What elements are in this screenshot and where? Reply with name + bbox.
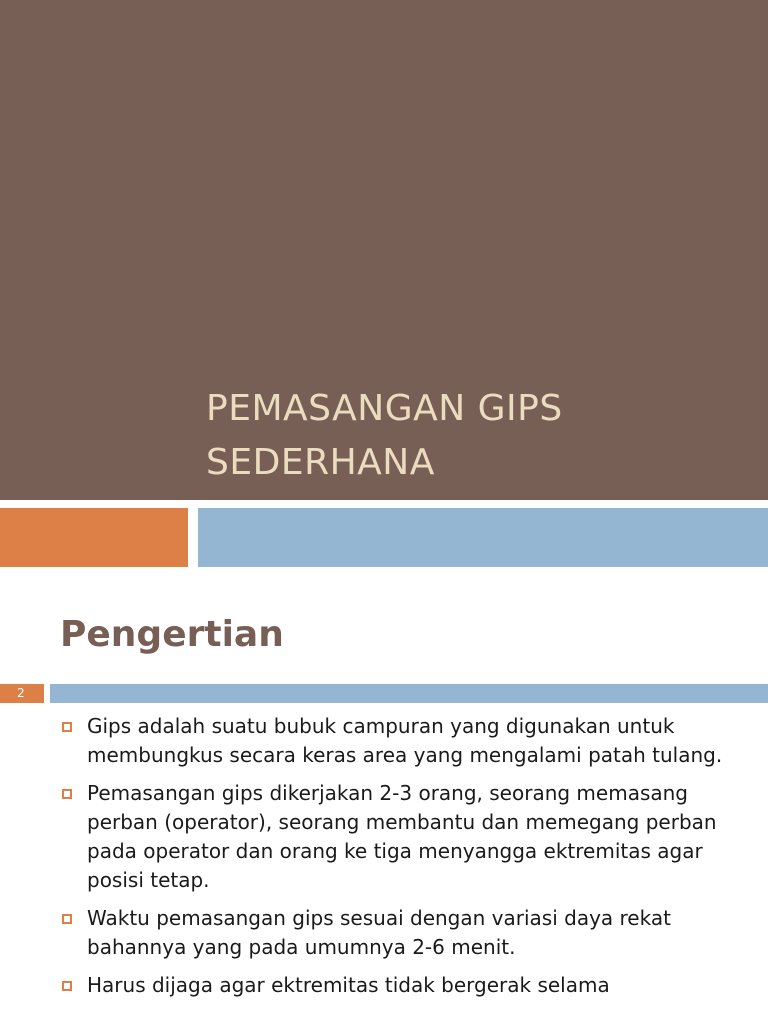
bullet-text: Pemasangan gips dikerjakan 2-3 orang, seorang memasang perban (operator), seorang membantu dan memegang perban pada operator dan orang ke tiga menyangga ektremitas agar posisi tetap. <box>87 781 717 892</box>
square-bullet-icon <box>62 914 72 924</box>
square-bullet-icon <box>62 981 72 991</box>
slide-title <box>206 382 726 490</box>
list-item <box>60 779 740 895</box>
accent-bar-blue <box>198 508 768 567</box>
bullet-text: Gips adalah suatu bubuk campuran yang digunakan untuk membungkus secara keras area yang mengalami patah tulang. <box>87 714 723 767</box>
slide-title-line-1: PEMASANGAN GIPS <box>206 388 563 429</box>
square-bullet-icon <box>62 789 72 799</box>
bullet-text: Harus dijaga agar ektremitas tidak bergerak selama <box>87 973 610 997</box>
accent-bar-orange <box>0 508 188 567</box>
slide-number: 2 <box>0 684 44 703</box>
bullet-text: Waktu pemasangan gips sesuai dengan variasi daya rekat bahannya yang pada umumnya 2-6 menit. <box>87 906 671 959</box>
list-item <box>60 712 740 770</box>
slide-heading: Pengertian <box>60 614 284 655</box>
title-slide <box>0 0 768 500</box>
slide-title-line-2: SEDERHANA <box>206 442 435 483</box>
list-item <box>60 904 740 962</box>
list-item <box>60 971 740 1000</box>
slide-number-bar <box>50 684 768 703</box>
square-bullet-icon <box>62 722 72 732</box>
bullet-list <box>60 712 740 1009</box>
